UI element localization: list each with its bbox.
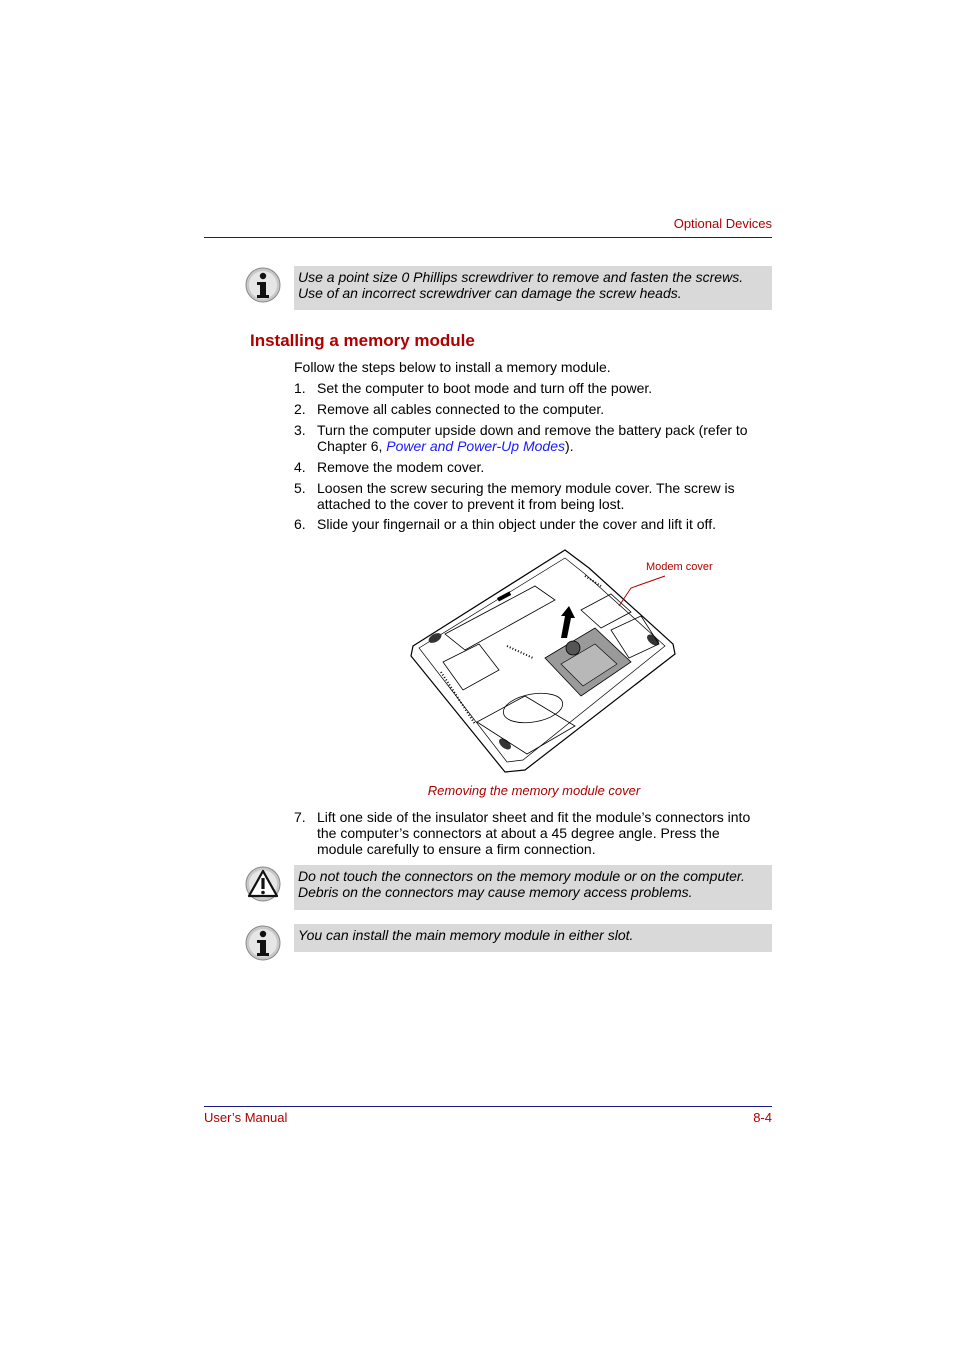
modem-cover-callout: Modem cover — [646, 561, 713, 573]
note-line: Debris on the connectors may cause memory access problems. — [298, 884, 693, 900]
info-icon — [244, 924, 282, 962]
note-line: Use a point size 0 Phillips screwdriver to remove and fasten the screws. — [298, 269, 744, 285]
page-number: 8-4 — [753, 1110, 772, 1125]
info-icon — [244, 266, 282, 304]
step-3 — [294, 422, 772, 454]
note-line: Do not touch the connectors on the memory module or on the computer. — [298, 868, 745, 884]
step-7 — [294, 809, 772, 857]
note-line: Use of an incorrect screwdriver can damage the screw heads. — [298, 285, 682, 301]
step-text-line2 — [317, 438, 772, 454]
running-header: Optional Devices — [673, 216, 772, 231]
note-line: You can install the main memory module in either slot. — [298, 927, 634, 943]
step-text: Set the computer to boot mode and turn off the power. — [317, 380, 653, 396]
step-text: Lift one side of the insulator sheet and fit the module’s connectors into — [317, 809, 751, 825]
step-number: 6. — [294, 516, 306, 532]
laptop-underside-illustration — [405, 546, 685, 778]
step-number: 4. — [294, 459, 306, 475]
section-heading: Installing a memory module — [250, 331, 475, 350]
note-box-either-slot — [294, 924, 772, 952]
footer-manual-title: User’s Manual — [204, 1110, 288, 1125]
step-text: attached to the cover to prevent it from being lost. — [317, 496, 625, 512]
step-5 — [294, 480, 772, 512]
step-2 — [294, 401, 772, 417]
intro-paragraph: Follow the steps below to install a memory module. — [294, 359, 611, 375]
step-4 — [294, 459, 772, 475]
step-number: 2. — [294, 401, 306, 417]
note-box-connectors-warning — [294, 865, 772, 910]
step-text: Loosen the screw securing the memory module cover. The screw is — [317, 480, 735, 496]
step-text: Remove all cables connected to the computer. — [317, 401, 605, 417]
step-number: 3. — [294, 422, 306, 438]
note-box-screwdriver — [294, 266, 772, 310]
step-text: Remove the modem cover. — [317, 459, 485, 475]
header-rule — [204, 237, 772, 238]
step-6 — [294, 516, 772, 532]
step-text: the computer’s connectors at about a 45 degree angle. Press the — [317, 825, 720, 841]
step-text: Turn the computer upside down and remove the battery pack (refer to — [317, 422, 748, 438]
step-number: 5. — [294, 480, 306, 496]
step-text-suffix: ). — [564, 438, 574, 454]
step-number: 7. — [294, 809, 306, 825]
step-number: 1. — [294, 380, 306, 396]
step-1 — [294, 380, 772, 396]
warning-icon — [244, 865, 282, 903]
chapter-link[interactable]: Power and Power-Up Modes — [386, 438, 565, 454]
step-text: module carefully to ensure a firm connection. — [317, 841, 596, 857]
step-text: Slide your fingernail or a thin object under the cover and lift it off. — [317, 516, 716, 532]
step-text-prefix: Chapter 6, — [317, 438, 387, 454]
figure-caption: Removing the memory module cover — [427, 783, 641, 798]
footer-rule — [204, 1106, 772, 1107]
